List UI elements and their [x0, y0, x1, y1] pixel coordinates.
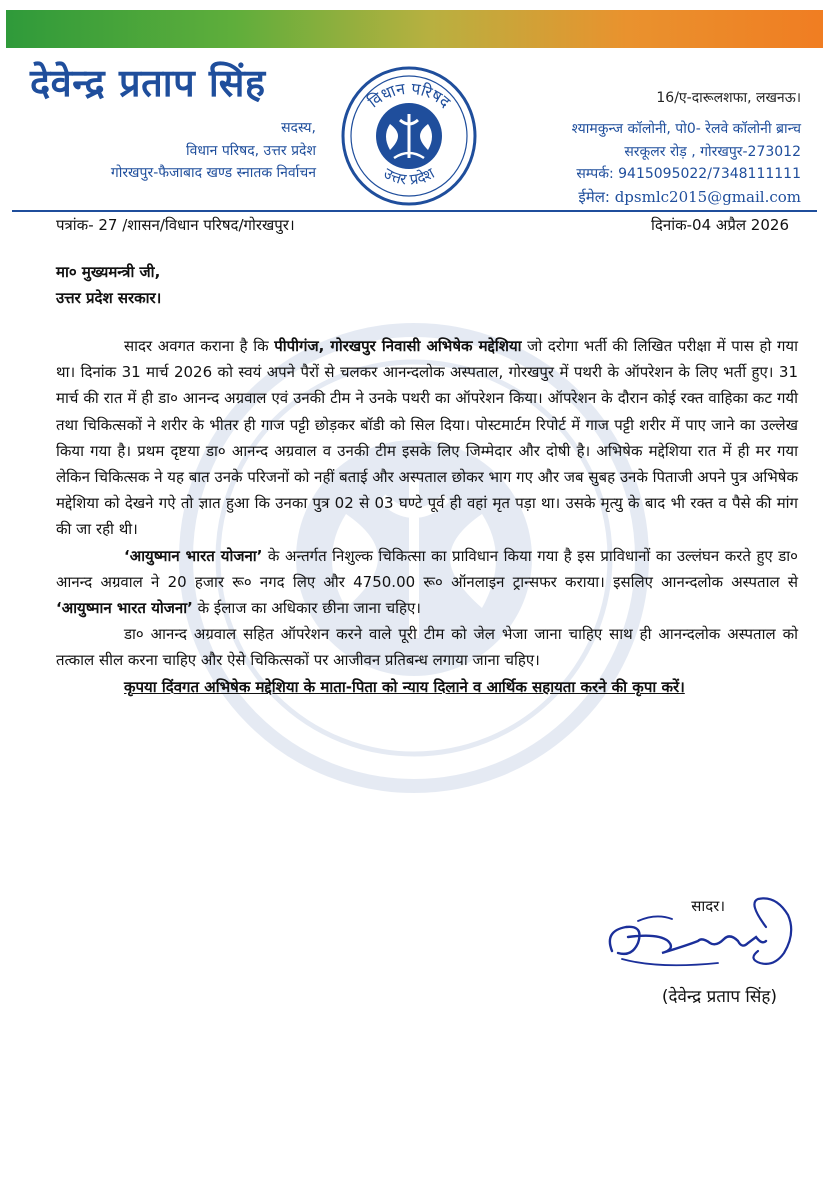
p4-request: कृपया दिंवगत अभिषेक मद्देशिया के माता-पिता को न्याय दिलाने व आर्थिक सहायता करने की कृपा करें।	[124, 677, 685, 696]
p2-closing: के ईलाज का अधिकार छीना जाना चहिए।	[192, 599, 421, 618]
seal-text-bottom: उत्तर प्रदेश	[380, 164, 438, 189]
p1-intro: सादर अवगत कराना है कि	[124, 337, 275, 355]
sender-name: देवेन्द्र प्रताप सिंह	[30, 60, 266, 105]
email-address: dpsmlc2015@gmail.com	[614, 188, 801, 206]
seal-text-top: विधान परिषद	[364, 78, 455, 112]
email-label: ईमेल:	[578, 188, 610, 206]
body-paragraph-4	[56, 674, 798, 700]
body-paragraph-3: डा० आनन्द अग्रवाल सहित ऑपरेशन करने वाले पूरी टीम को जेल भेजा जाना चाहिए साथ ही आनन्दलोक अस्पताल को तत्काल सील करना चाहिए और ऐसे चिकित्सकों पर आजीवन प्रतिबन्ध लगाया जाना चहिए।	[56, 625, 798, 670]
sender-designation: सदस्य,	[281, 120, 316, 136]
header-divider	[12, 210, 817, 212]
contact-phone: सम्पर्क: 9415095022/7348111111	[576, 166, 801, 182]
p1-person: पीपीगंज, गोरखपुर निवासी अभिषेक मद्देशिया	[274, 337, 522, 355]
body-paragraph-1	[56, 333, 798, 543]
recipient-line-2: उत्तर प्रदेश सरकार।	[56, 289, 162, 307]
p2-scheme-name: ‘आयुष्मान भारत योजना’	[124, 546, 263, 565]
handwritten-signature	[598, 893, 798, 988]
p2-details: के अन्तर्गत निशुल्क चिकित्सा का प्राविधान किया गया है इस प्राविधानों का उल्लंघन करते हुए डा० आनन्द अग्रवाल ने 20 हजार रू० नगद लिए और 4750.00 रू० ऑनलाइन ट्रान्सफर कराया। इसलिए आनन्दलोक अस्पताल से	[56, 546, 798, 591]
sender-council: विधान परिषद, उत्तर प्रदेश	[185, 143, 316, 159]
sender-constituency: गोरखपुर-फैजाबाद खण्ड स्नातक निर्वाचन	[110, 165, 316, 181]
body-paragraph-2	[56, 543, 798, 622]
letter-date: दिनांक-04 अप्रैल 2026	[651, 216, 789, 234]
signatory-name: (देवेन्द्र प्रताप सिंह)	[661, 987, 777, 1007]
recipient-line-1: मा० मुख्यमन्त्री जी,	[56, 263, 161, 281]
address-lucknow: 16/ए-दारूलशफा, लखनऊ।	[656, 90, 801, 106]
letterhead-color-band	[6, 10, 823, 48]
p1-details: जो दरोगा भर्ती की लिखित परीक्षा में पास हो गया था। दिनांक 31 मार्च 2026 को स्वयं अपने पैरों से चलकर आनन्दलोक अस्पताल, गोरखपुर में पथरी के ऑपरेशन के लिए भर्ती हुए। 31 मार्च की रात में ही डा० आनन्द अग्रवाल एवं उनकी टीम ने उनके पथरी का ऑपरेशन किया। ऑपरेशन के दौरान कोई रक्त वाहिका कट गयी तथा चिकित्सकों ने शरीर के भीतर ही गाज पट्टी छोड़कर बॉडी को सिल दिया। पोस्टमार्टम रिपोर्ट में गाज पट्टी शरीर में पाए जाने का उल्लेख किया गया है। प्रथम दृष्टया डा० आनन्द अग्रवाल व उनकी टीम इसके लिए जिम्मेदार और दोषी है। अभिषेक मद्देशिया रात में ही मर गया लेकिन चिकित्सक ने यह बात उनके परिजनों को नहीं बताई और अस्पताल छोकर भाग गए और जब सुबह उनके पिताजी अपने पुत्र अभिषेक मद्देशिया को देखने गऐ तो ज्ञात हुआ कि उनका पुत्र 02 से 03 घण्टे पूर्व ही वहां मृत पड़ा था। उसके मृत्यु के बाद भी रक्त व पैसे की मांग की जा रही थी।	[56, 337, 798, 539]
address-colony: श्यामकुन्ज कॉलोनी, पो0- रेलवे कॉलोनी ब्रान्च	[571, 121, 801, 137]
p2-scheme-name-2: ‘आयुष्मान भारत योजना’	[56, 599, 193, 618]
reference-number: पत्रांक- 27 /शासन/विधान परिषद/गोरखपुर।	[56, 216, 295, 234]
contact-email	[578, 187, 801, 207]
council-seal-logo	[338, 56, 480, 206]
address-road: सरकूलर रोड़ , गोरखपुर-273012	[624, 144, 801, 160]
closing-salutation: सादर।	[691, 897, 725, 915]
letter-body	[56, 333, 798, 700]
